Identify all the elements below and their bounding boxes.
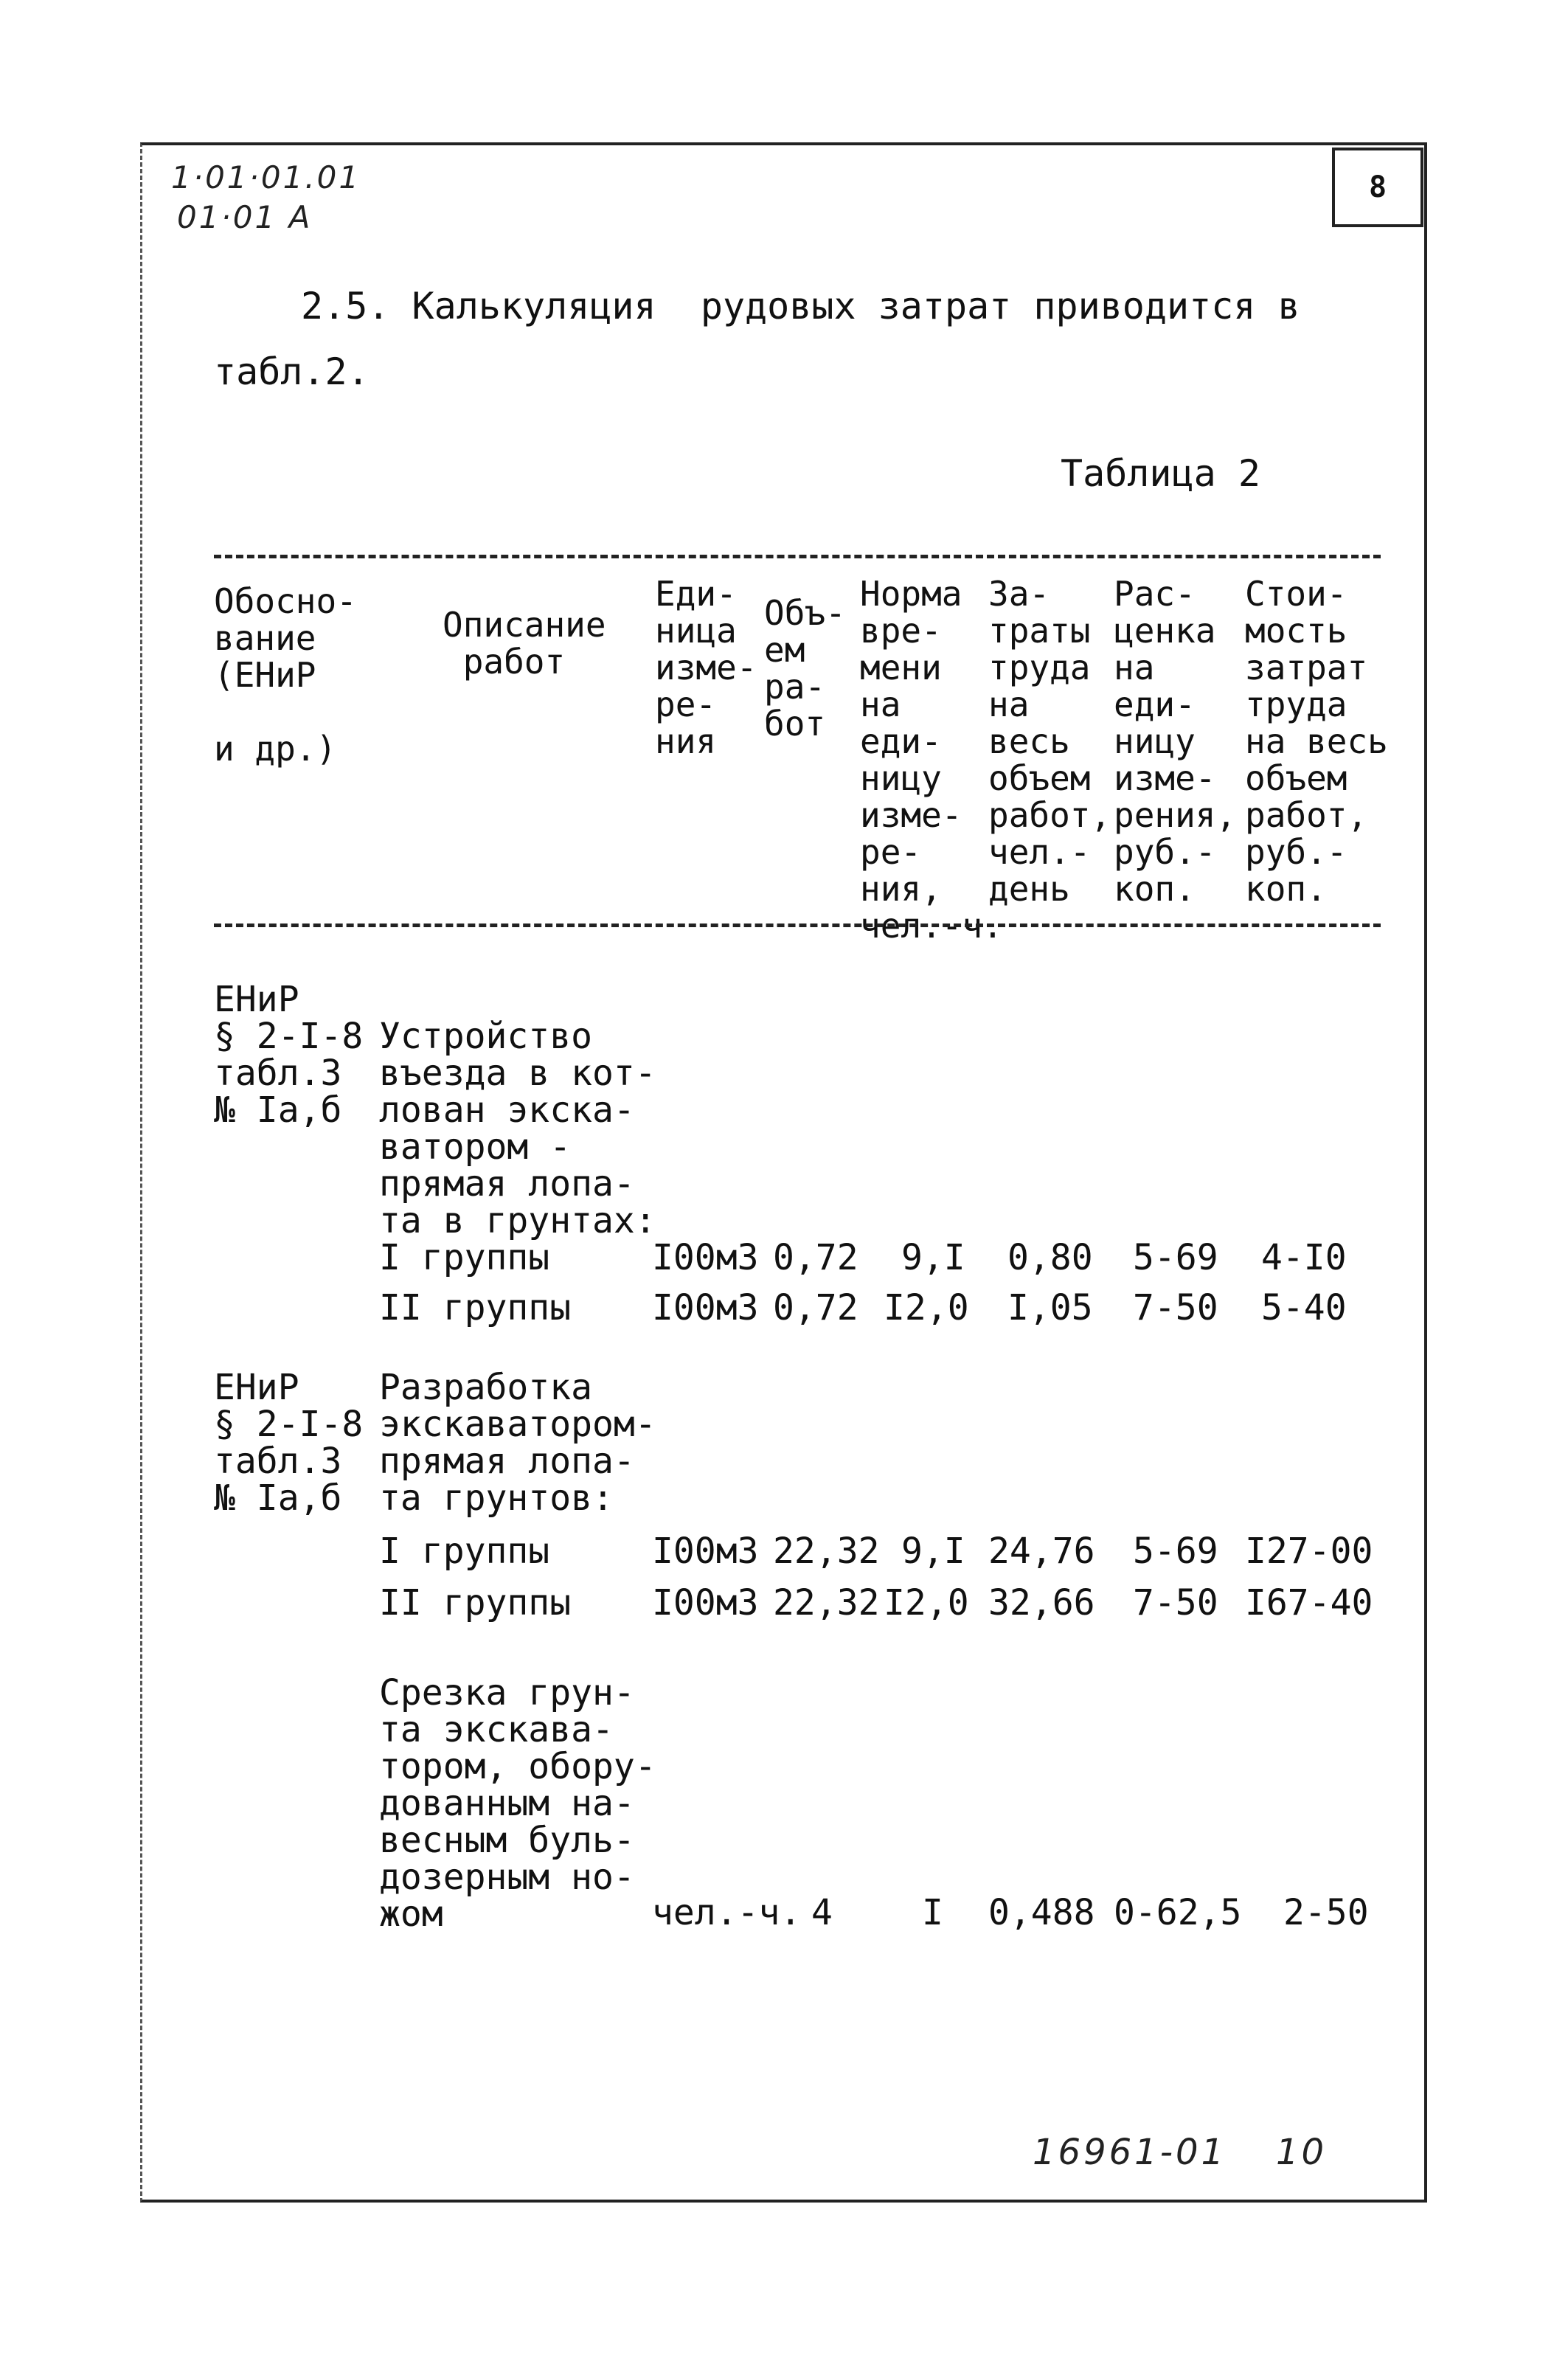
g1-r2-labor: I,05 xyxy=(1007,1287,1093,1328)
group-1-basis: ЕНиР § 2-I-8 табл.3 № Iа,б xyxy=(214,979,364,1131)
g2-r1-cost: I27-00 xyxy=(1245,1531,1373,1572)
g3-r1-unit: чел.-ч. xyxy=(652,1892,802,1933)
header-unit: Еди- ница изме- ре- ния xyxy=(655,574,757,761)
page-number: 8 xyxy=(1368,170,1387,204)
paragraph-line-1: 2.5. Калькуляция рудовых затрат приводится в xyxy=(301,285,1300,328)
g1-r1-cost: 4-I0 xyxy=(1261,1237,1347,1278)
g1-r2-unit: I00м3 xyxy=(652,1287,759,1328)
g2-r1-labor: 24,76 xyxy=(988,1531,1095,1572)
g2-r2-unit: I00м3 xyxy=(652,1582,759,1623)
table-header-rule xyxy=(214,923,1381,927)
group-2-basis: ЕНиР § 2-I-8 табл.3 № Iа,б xyxy=(214,1367,364,1519)
group-3-description: Срезка грун- та экскава- тором, обору- дованным на- весным буль- дозерным но- жом xyxy=(379,1672,656,1935)
g3-r1-labor: 0,488 xyxy=(988,1892,1095,1933)
g2-r1-group: I группы xyxy=(379,1531,550,1572)
footer-handwritten-code: 16961-01 xyxy=(1033,2132,1227,2173)
g2-r2-norm: I2,0 xyxy=(884,1582,969,1623)
g3-r1-cost: 2-50 xyxy=(1283,1892,1369,1933)
group-2-description: Разработка экскаватором- прямая лопа- та грунтов: xyxy=(379,1367,656,1519)
g2-r1-volume: 22,32 xyxy=(773,1531,880,1572)
g1-r1-group: I группы xyxy=(379,1237,550,1278)
header-rate: Рас- ценка на еди- ницу изме- рения, руб.- коп. xyxy=(1114,574,1237,909)
header-time-norm: Норма вре- мени на еди- ницу изме- ре- ния, чел.-ч. xyxy=(860,574,1003,946)
footer-handwritten-page: 10 xyxy=(1276,2132,1328,2173)
g1-r1-rate: 5-69 xyxy=(1133,1237,1218,1278)
g2-r2-group: II группы xyxy=(379,1582,572,1623)
g1-r2-cost: 5-40 xyxy=(1261,1287,1347,1328)
document-code: 1·01·01.01 xyxy=(171,159,361,195)
header-basis: Обосно- вание (ЕНиР и др.) xyxy=(214,581,357,769)
g2-r1-rate: 5-69 xyxy=(1133,1531,1218,1572)
g1-r1-norm: 9,I xyxy=(901,1237,965,1278)
group-1-description: Устройство въезда в кот- лован экска- ватором - прямая лопа- та в грунтах: xyxy=(379,1016,656,1241)
g3-r1-rate: 0-62,5 xyxy=(1114,1892,1242,1933)
g1-r1-unit: I00м3 xyxy=(652,1237,759,1278)
table-caption: Таблица 2 xyxy=(1061,452,1260,495)
g3-r1-volume: 4 xyxy=(811,1892,833,1933)
g2-r2-rate: 7-50 xyxy=(1133,1582,1218,1623)
g2-r2-volume: 22,32 xyxy=(773,1582,880,1623)
g1-r2-rate: 7-50 xyxy=(1133,1287,1218,1328)
g1-r1-volume: 0,72 xyxy=(773,1237,858,1278)
g2-r2-labor: 32,66 xyxy=(988,1582,1095,1623)
g2-r1-norm: 9,I xyxy=(901,1531,965,1572)
g1-r2-volume: 0,72 xyxy=(773,1287,858,1328)
header-volume: Объ- ем ра- бот xyxy=(764,593,846,744)
g3-r1-norm: I xyxy=(922,1892,943,1933)
document-subcode: 01·01 A xyxy=(177,199,313,235)
g1-r1-labor: 0,80 xyxy=(1007,1237,1093,1278)
header-description: Описание работ xyxy=(443,605,606,682)
g1-r2-norm: I2,0 xyxy=(884,1287,969,1328)
g2-r1-unit: I00м3 xyxy=(652,1531,759,1572)
page-number-box xyxy=(1332,148,1423,227)
g1-r2-group: II группы xyxy=(379,1287,572,1328)
header-labor-cost: За- траты труда на весь объем работ, чел.- день xyxy=(988,574,1111,909)
paragraph-line-2: табл.2. xyxy=(214,350,370,393)
table-top-rule xyxy=(214,555,1381,558)
header-total-cost: Стои- мость затрат труда на весь объем работ, руб.- коп. xyxy=(1245,574,1388,909)
g2-r2-cost: I67-40 xyxy=(1245,1582,1373,1623)
